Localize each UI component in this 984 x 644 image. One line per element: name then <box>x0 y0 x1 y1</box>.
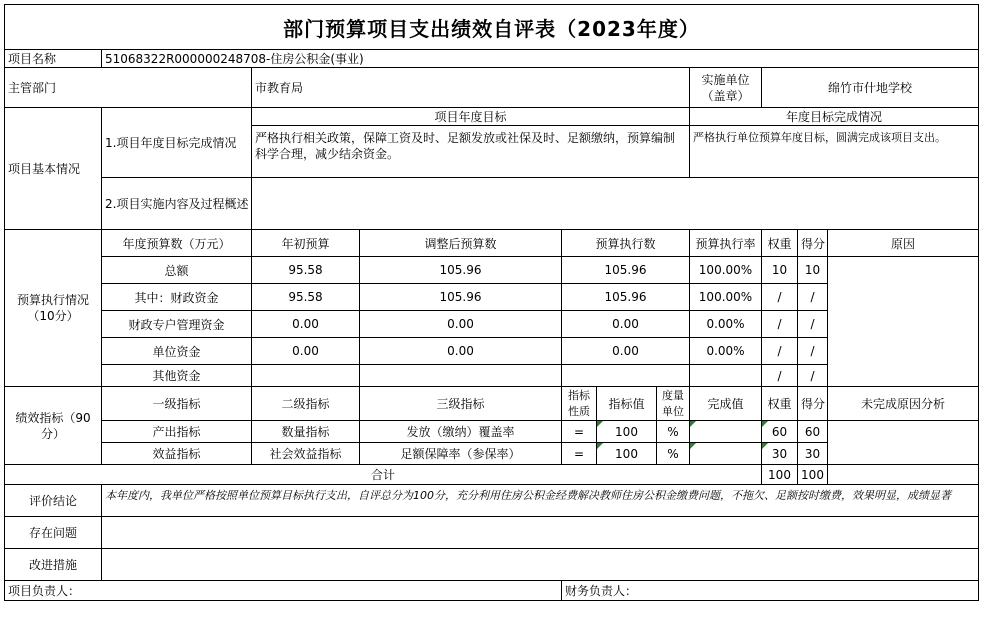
self-evaluation-sheet <box>4 4 978 601</box>
perf-l3: 足额保障率（参保率） <box>360 443 562 465</box>
basic-info-label: 项目基本情况 <box>5 108 102 230</box>
budget-score: / <box>798 365 828 387</box>
budget-executed: 0.00 <box>562 338 690 365</box>
impl-unit-label: 实施单位（盖章） <box>690 68 762 108</box>
perf-done <box>690 443 762 465</box>
total-weight: 100 <box>762 465 798 485</box>
budget-row-name: 其中：财政资金 <box>102 284 252 311</box>
budget-weight: / <box>762 311 798 338</box>
budget-weight: 10 <box>762 257 798 284</box>
budget-rate: 100.00% <box>690 257 762 284</box>
budget-header: 原因 <box>828 230 979 257</box>
budget-header: 年初预算 <box>252 230 360 257</box>
perf-unit: % <box>657 443 690 465</box>
goal-complete-text: 严格执行单位预算年度目标，圆满完成该项目支出。 <box>690 126 979 178</box>
dept-value: 市教育局 <box>252 68 690 108</box>
perf-header: 完成值 <box>690 387 762 421</box>
budget-header: 预算执行率 <box>690 230 762 257</box>
perf-nature: = <box>562 443 597 465</box>
budget-header: 调整后预算数 <box>360 230 562 257</box>
perf-weight: 60 <box>762 421 798 443</box>
perf-header: 三级指标 <box>360 387 562 421</box>
perf-l2: 社会效益指标 <box>252 443 360 465</box>
budget-weight: / <box>762 365 798 387</box>
budget-adjusted: 0.00 <box>360 338 562 365</box>
budget-rate: 0.00% <box>690 311 762 338</box>
project-name-label: 项目名称 <box>5 50 102 68</box>
budget-row-name: 其他资金 <box>102 365 252 387</box>
budget-score: / <box>798 338 828 365</box>
budget-adjusted: 105.96 <box>360 257 562 284</box>
perf-header: 度量单位 <box>657 387 690 421</box>
perf-done <box>690 421 762 443</box>
problem-value <box>102 517 979 549</box>
perf-value: 100 <box>597 443 657 465</box>
budget-executed: 0.00 <box>562 311 690 338</box>
budget-score: / <box>798 284 828 311</box>
perf-score: 30 <box>798 443 828 465</box>
perf-l1: 效益指标 <box>102 443 252 465</box>
budget-adjusted <box>360 365 562 387</box>
perf-reason <box>828 421 979 465</box>
perf-nature: = <box>562 421 597 443</box>
perf-l2: 数量指标 <box>252 421 360 443</box>
budget-weight: / <box>762 284 798 311</box>
budget-weight: / <box>762 338 798 365</box>
finance-leader-label: 财务负责人： <box>562 581 979 601</box>
budget-executed <box>562 365 690 387</box>
budget-header: 得分 <box>798 230 828 257</box>
perf-l3: 发放（缴纳）覆盖率 <box>360 421 562 443</box>
perf-header: 未完成原因分析 <box>828 387 979 421</box>
page-title: 部门预算项目支出绩效自评表（2023年度） <box>5 5 979 50</box>
impl-unit-value: 绵竹市什地学校 <box>762 68 979 108</box>
perf-header: 指标性质 <box>562 387 597 421</box>
perf-header: 二级指标 <box>252 387 360 421</box>
budget-score: 10 <box>798 257 828 284</box>
budget-label: 预算执行情况（10分） <box>5 230 102 387</box>
perf-header: 权重 <box>762 387 798 421</box>
process-value <box>252 178 979 230</box>
eval-label: 评价结论 <box>5 485 102 517</box>
perf-header: 指标值 <box>597 387 657 421</box>
evaluation-table <box>4 4 979 601</box>
budget-row-name: 单位资金 <box>102 338 252 365</box>
budget-rate <box>690 365 762 387</box>
perf-label: 绩效指标（90分） <box>5 387 102 465</box>
perf-header: 一级指标 <box>102 387 252 421</box>
budget-rate: 100.00% <box>690 284 762 311</box>
perf-unit: % <box>657 421 690 443</box>
measure-value <box>102 549 979 581</box>
budget-adjusted: 0.00 <box>360 311 562 338</box>
goal-header: 项目年度目标 <box>252 108 690 126</box>
budget-initial: 95.58 <box>252 257 360 284</box>
budget-rate: 0.00% <box>690 338 762 365</box>
problem-label: 存在问题 <box>5 517 102 549</box>
budget-row-name: 总额 <box>102 257 252 284</box>
perf-row <box>5 421 979 443</box>
budget-initial <box>252 365 360 387</box>
total-blank <box>828 465 979 485</box>
budget-reason <box>828 257 979 387</box>
goal-label: 1.项目年度目标完成情况 <box>102 108 252 178</box>
total-score: 100 <box>798 465 828 485</box>
budget-row-name: 财政专户管理资金 <box>102 311 252 338</box>
budget-score: / <box>798 311 828 338</box>
goal-complete-header: 年度目标完成情况 <box>690 108 979 126</box>
budget-initial: 95.58 <box>252 284 360 311</box>
perf-weight: 30 <box>762 443 798 465</box>
project-leader-label: 项目负责人： <box>5 581 562 601</box>
measure-label: 改进措施 <box>5 549 102 581</box>
dept-label: 主管部门 <box>5 68 252 108</box>
total-label: 合计 <box>5 465 762 485</box>
eval-text: 本年度内，我单位严格按照单位预算目标执行支出，自评总分为100分，充分利用住房公积金经费解决教师住房公积金缴费问题，不拖欠、足额按时缴费，效果明显，成绩显著 <box>102 485 979 517</box>
budget-executed: 105.96 <box>562 257 690 284</box>
perf-score: 60 <box>798 421 828 443</box>
budget-executed: 105.96 <box>562 284 690 311</box>
perf-value: 100 <box>597 421 657 443</box>
budget-initial: 0.00 <box>252 338 360 365</box>
budget-header: 年度预算数（万元） <box>102 230 252 257</box>
goal-text: 严格执行相关政策，保障工资及时、足额发放或社保及时、足额缴纳，预算编制科学合理，减少结余资金。 <box>252 126 690 178</box>
project-name-value: 51068322R000000248708-住房公积金(事业) <box>102 50 979 68</box>
perf-header: 得分 <box>798 387 828 421</box>
budget-adjusted: 105.96 <box>360 284 562 311</box>
budget-header: 预算执行数 <box>562 230 690 257</box>
process-label: 2.项目实施内容及过程概述 <box>102 178 252 230</box>
budget-initial: 0.00 <box>252 311 360 338</box>
perf-l1: 产出指标 <box>102 421 252 443</box>
budget-header: 权重 <box>762 230 798 257</box>
budget-row <box>5 257 979 284</box>
